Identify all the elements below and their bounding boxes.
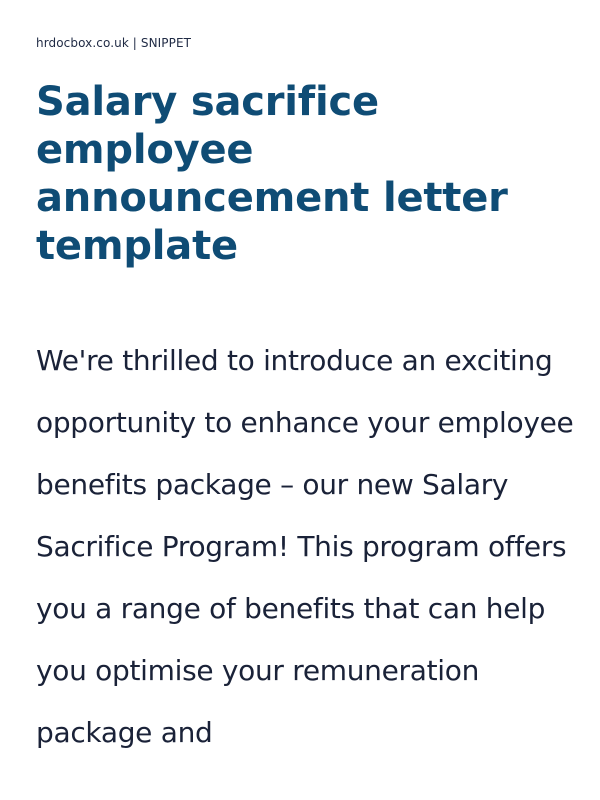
source-label: hrdocbox.co.uk | SNIPPET xyxy=(36,36,192,50)
document-title: Salary sacrifice employee announcement letter template xyxy=(36,79,508,269)
document-body-paragraph: We're thrilled to introduce an exciting opportunity to enhance your employee benefits package – our new Salary Sacrifice Program! This program offers you a range of benefits that can help you optimise your remuneration package and xyxy=(36,344,574,749)
